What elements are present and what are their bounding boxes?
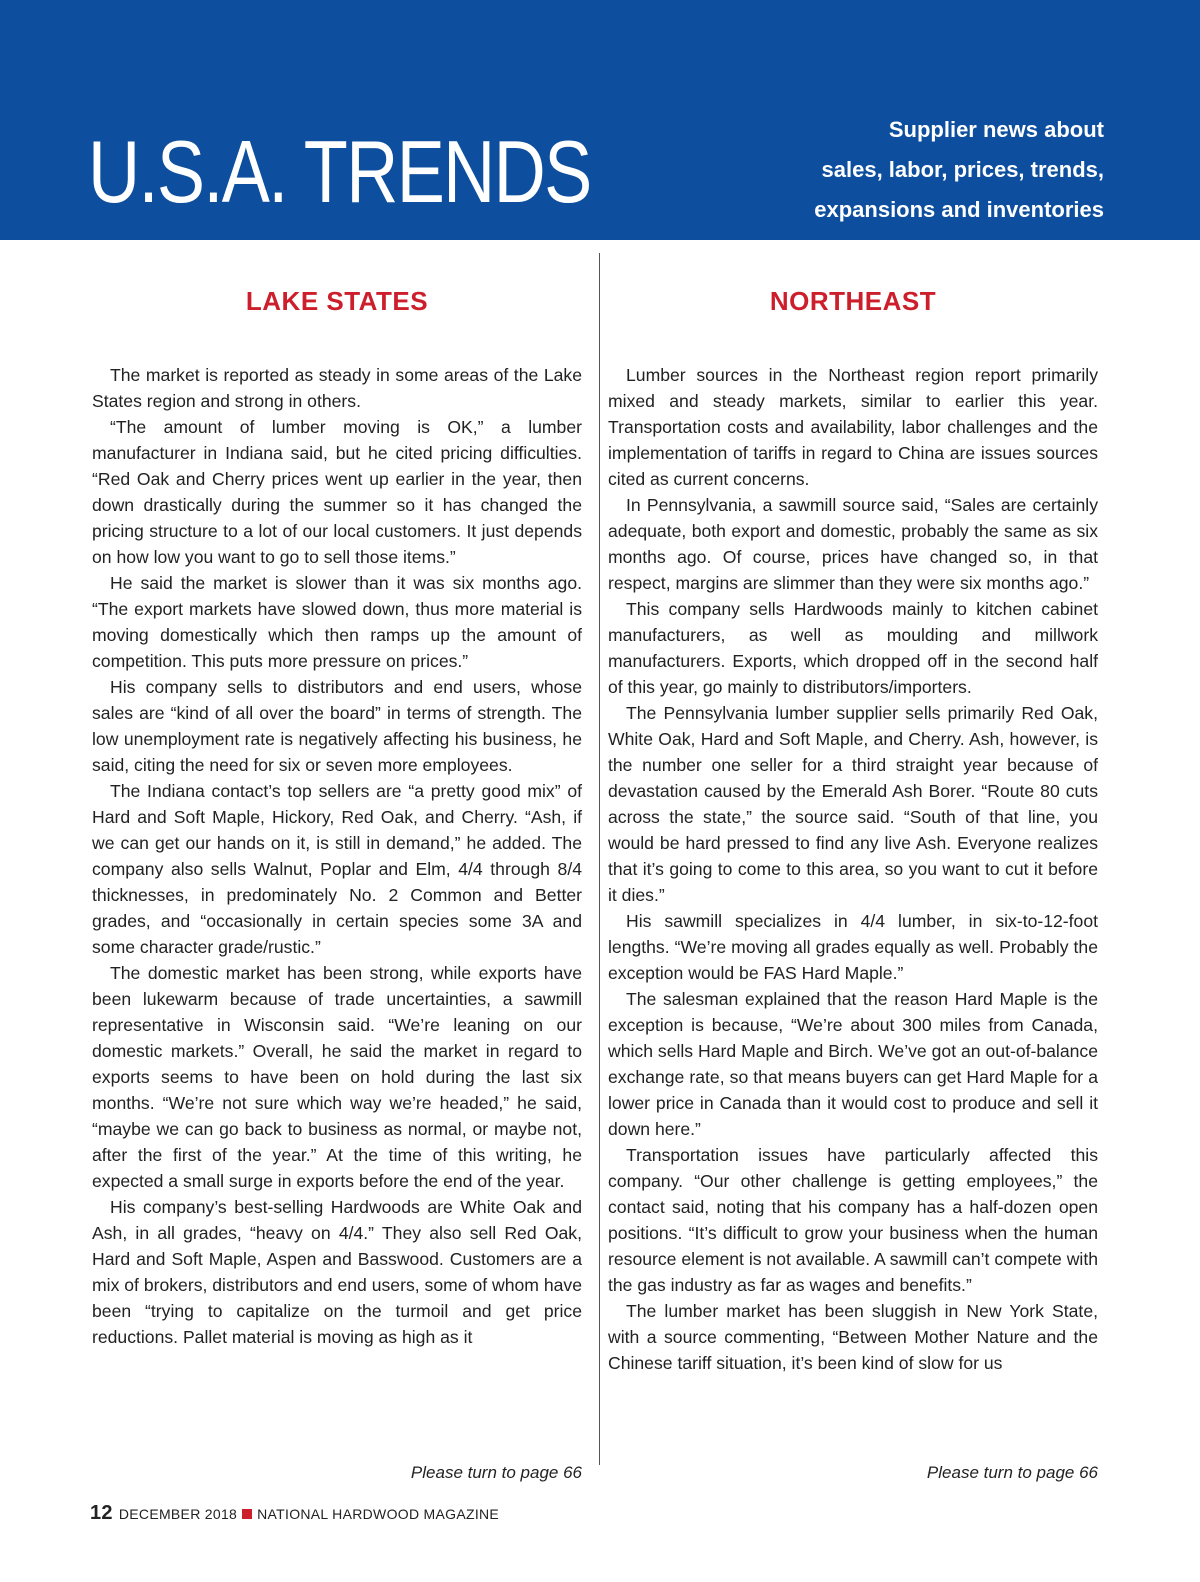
paragraph: The Indiana contact’s top sellers are “a pretty good mix” of Hard and Soft Maple, Hickory, Red Oak, and Cherry. “Ash, if we can get our hands on it, is still in demand,” he added. The company also sells Walnut, Poplar and Elm, 4/4 through 8/4 thicknesses, in predominately No. 2 Common and Better grades, and “occasionally in certain species some 3A and some character grade/rustic.” <box>92 781 582 957</box>
paragraph: The market is reported as steady in some areas of the Lake States region and strong in others. <box>92 365 582 411</box>
article-body <box>608 362 1098 1376</box>
column-heading: LAKE STATES <box>245 286 429 316</box>
continued-link[interactable]: Please turn to page 66 <box>410 1463 582 1482</box>
header-banner <box>0 0 1200 240</box>
column-divider <box>599 253 600 1465</box>
paragraph: “The amount of lumber moving is OK,” a lumber manufacturer in Indiana said, but he cited pricing difficulties. “Red Oak and Cherry prices went up earlier in the year, then down drastically during the summer so it has changed the pricing structure to a lot of our local customers. It just depends on how low you want to go to sell those items.” <box>92 417 582 567</box>
paragraph: The lumber market has been sluggish in New York State, with a source commenting, “Between Mother Nature and the Chinese tariff situation, it’s been kind of slow for us <box>608 1301 1098 1373</box>
paragraph: Transportation issues have particularly affected this company. “Our other challenge is getting employees,” the contact said, noting that his company has a half-dozen open positions. “It’s difficult to grow your business when the human resource element is not available. A sawmill can’t compete with the gas industry as far as wages and benefits.” <box>608 1145 1098 1295</box>
paragraph: His sawmill specializes in 4/4 lumber, in six-to-12-foot lengths. “We’re moving all grades equally as well. Probably the exception would be FAS Hard Maple.” <box>608 911 1098 983</box>
paragraph: Lumber sources in the Northeast region report primarily mixed and steady markets, similar to earlier this year. Transportation costs and availability, labor challenges and the implementation of tariffs in regard to China are issues sources cited as current concerns. <box>608 365 1098 489</box>
paragraph: His company’s best-selling Hardwoods are White Oak and Ash, in all grades, “heavy on 4/4.” They also sell Red Oak, Hard and Soft Maple, Aspen and Basswood. Customers are a mix of brokers, distributors and end users, some of whom have been “trying to capitalize on the turmoil and get price reductions. Pallet material is moving as high as it <box>92 1197 582 1347</box>
paragraph: He said the market is slower than it was six months ago. “The export markets have slowed down, thus more material is moving domestically which then ramps up the amount of competition. This puts more pressure on prices.” <box>92 573 582 671</box>
paragraph: The Pennsylvania lumber supplier sells primarily Red Oak, White Oak, Hard and Soft Maple, and Cherry. Ash, however, is the number one seller for a third straight year because of devastation caused by the Emerald Ash Borer. “Route 80 cuts across the state,” the source said. “South of that line, you would be hard pressed to find any live Ash. Everyone realizes that it’s going to come to this area, so you want to cut it before it dies.” <box>608 703 1098 905</box>
paragraph: The domestic market has been strong, while exports have been lukewarm because of trade uncertainties, a sawmill representative in Wisconsin said. “We’re leaning on our domestic markets.” Overall, he said the market in regard to exports seems to have been on hold during the last six months. “We’re not sure which way we’re headed,” he said, “maybe we can go back to business as normal, or maybe not, after the first of the year.” At the time of this writing, he expected a small surge in exports before the end of the year. <box>92 963 582 1191</box>
tagline-line: expansions and inventories <box>814 197 1104 222</box>
section-title: U.S.A. TRENDS <box>88 122 591 221</box>
magazine-name: NATIONAL HARDWOOD MAGAZINE <box>257 1506 500 1522</box>
page-number: 12 <box>90 1502 113 1524</box>
paragraph: His company sells to distributors and end users, whose sales are “kind of all over the board” in terms of strength. The low unemployment rate is negatively affecting his business, he said, citing the need for six or seven more employees. <box>92 677 582 775</box>
section-tagline <box>704 110 1104 230</box>
tagline-line: Supplier news about <box>888 117 1104 142</box>
continued-link[interactable]: Please turn to page 66 <box>926 1463 1098 1482</box>
paragraph: This company sells Hardwoods mainly to kitchen cabinet manufacturers, as well as moulding and millwork manufacturers. Exports, which dropped off in the second half of this year, go mainly to distributors/importers. <box>608 599 1098 697</box>
column-heading: NORTHEAST <box>769 286 937 316</box>
paragraph: In Pennsylvania, a sawmill source said, “Sales are certainly adequate, both export and domestic, probably the same as six months ago. Of course, prices have changed so, in that respect, margins are slimmer than they were six months ago.” <box>608 495 1098 593</box>
square-bullet-icon <box>242 1509 252 1519</box>
paragraph: The salesman explained that the reason Hard Maple is the exception is because, “We’re about 300 miles from Canada, which sells Hard Maple and Birch. We’ve got an out-of-balance exchange rate, so that means buyers can get Hard Maple for a lower price in Canada than it would cost to produce and sell it down here.” <box>608 989 1098 1139</box>
article-body <box>92 362 582 1350</box>
page-footer <box>90 1502 499 1532</box>
tagline-line: sales, labor, prices, trends, <box>821 157 1104 182</box>
issue-date: DECEMBER 2018 <box>118 1506 238 1522</box>
